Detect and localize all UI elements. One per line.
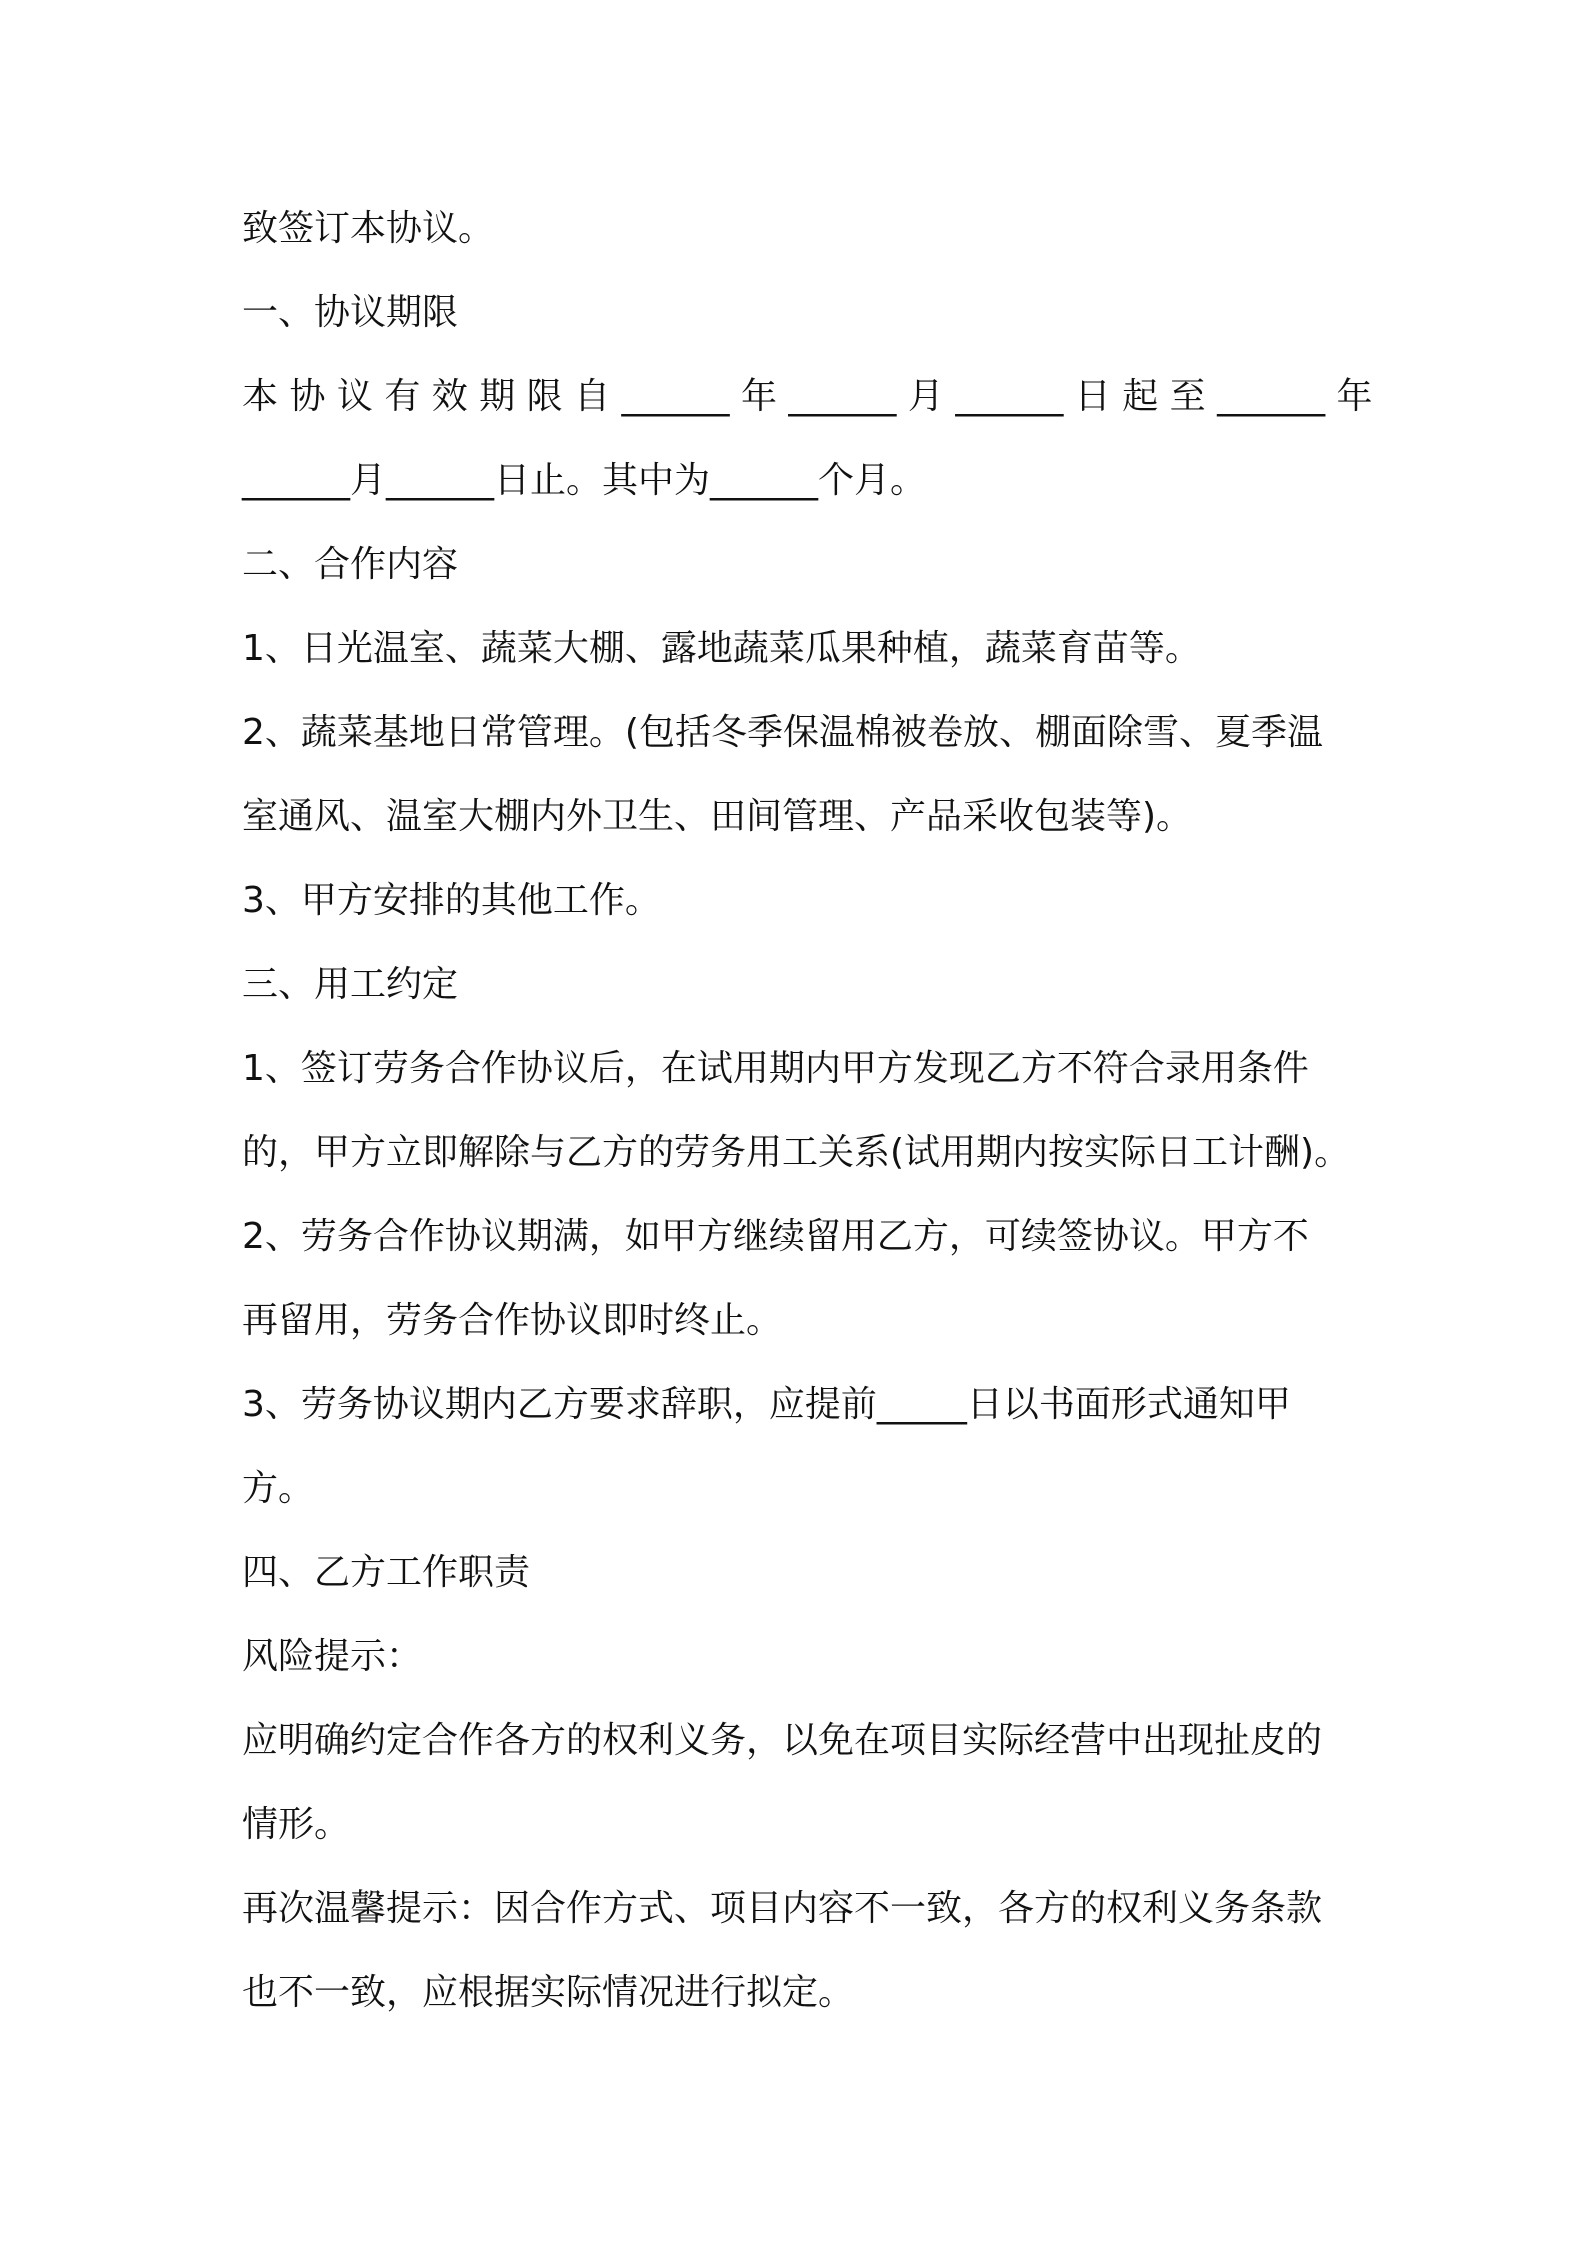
risk-notice-label: 风险提示： [242, 1636, 423, 1677]
list-item-employment-2-line-2: 再留用，劳务合作协议即时终止。 [242, 1300, 783, 1341]
section-heading-cooperation-content: 二、合作内容 [242, 544, 459, 585]
risk-notice-text-line-1: 应明确约定合作各方的权利义务，以免在项目实际经营中出现扯皮的 [242, 1720, 1323, 1761]
list-item-employment-3-line-1: 3、劳务协议期内乙方要求辞职，应提前_____日以书面形式通知甲 [242, 1384, 1291, 1425]
list-item-content-3: 3、甲方安排的其他工作。 [242, 880, 661, 921]
reminder-text-line-2: 也不一致，应根据实际情况进行拟定。 [242, 1972, 855, 2013]
section-heading-employment-terms: 三、用工约定 [242, 964, 459, 1005]
list-item-employment-2-line-1: 2、劳务合作协议期满，如甲方继续留用乙方，可续签协议。甲方不 [242, 1216, 1309, 1257]
text-line-continuation: 致签订本协议。 [242, 208, 495, 249]
list-item-employment-3-line-2: 方。 [242, 1468, 315, 1509]
text-line-term-2: ______月______日止。其中为______个月。 [242, 460, 927, 501]
list-item-content-1: 1、日光温室、蔬菜大棚、露地蔬菜瓜果种植，蔬菜育苗等。 [242, 628, 1201, 669]
risk-notice-text-line-2: 情形。 [242, 1804, 351, 1845]
list-item-content-2-line-1: 2、蔬菜基地日常管理。(包括冬季保温棉被卷放、棚面除雪、夏季温 [242, 712, 1323, 753]
list-item-content-2-line-2: 室通风、温室大棚内外卫生、田间管理、产品采收包装等)。 [242, 796, 1193, 837]
reminder-text-line-1: 再次温馨提示：因合作方式、项目内容不一致，各方的权利义务条款 [242, 1888, 1323, 1929]
list-item-employment-1-line-2: 的，甲方立即解除与乙方的劳务用工关系(试用期内按实际日工计酬)。 [242, 1132, 1351, 1173]
section-heading-agreement-term: 一、协议期限 [242, 292, 459, 333]
section-heading-party-b-duties: 四、乙方工作职责 [242, 1552, 531, 1593]
text-line-term-1: 本 协 议 有 效 期 限 自 ______ 年 ______ 月 ______ 日 起 至 ______ 年 [242, 376, 1373, 417]
list-item-employment-1-line-1: 1、签订劳务合作协议后，在试用期内甲方发现乙方不符合录用条件 [242, 1048, 1309, 1089]
